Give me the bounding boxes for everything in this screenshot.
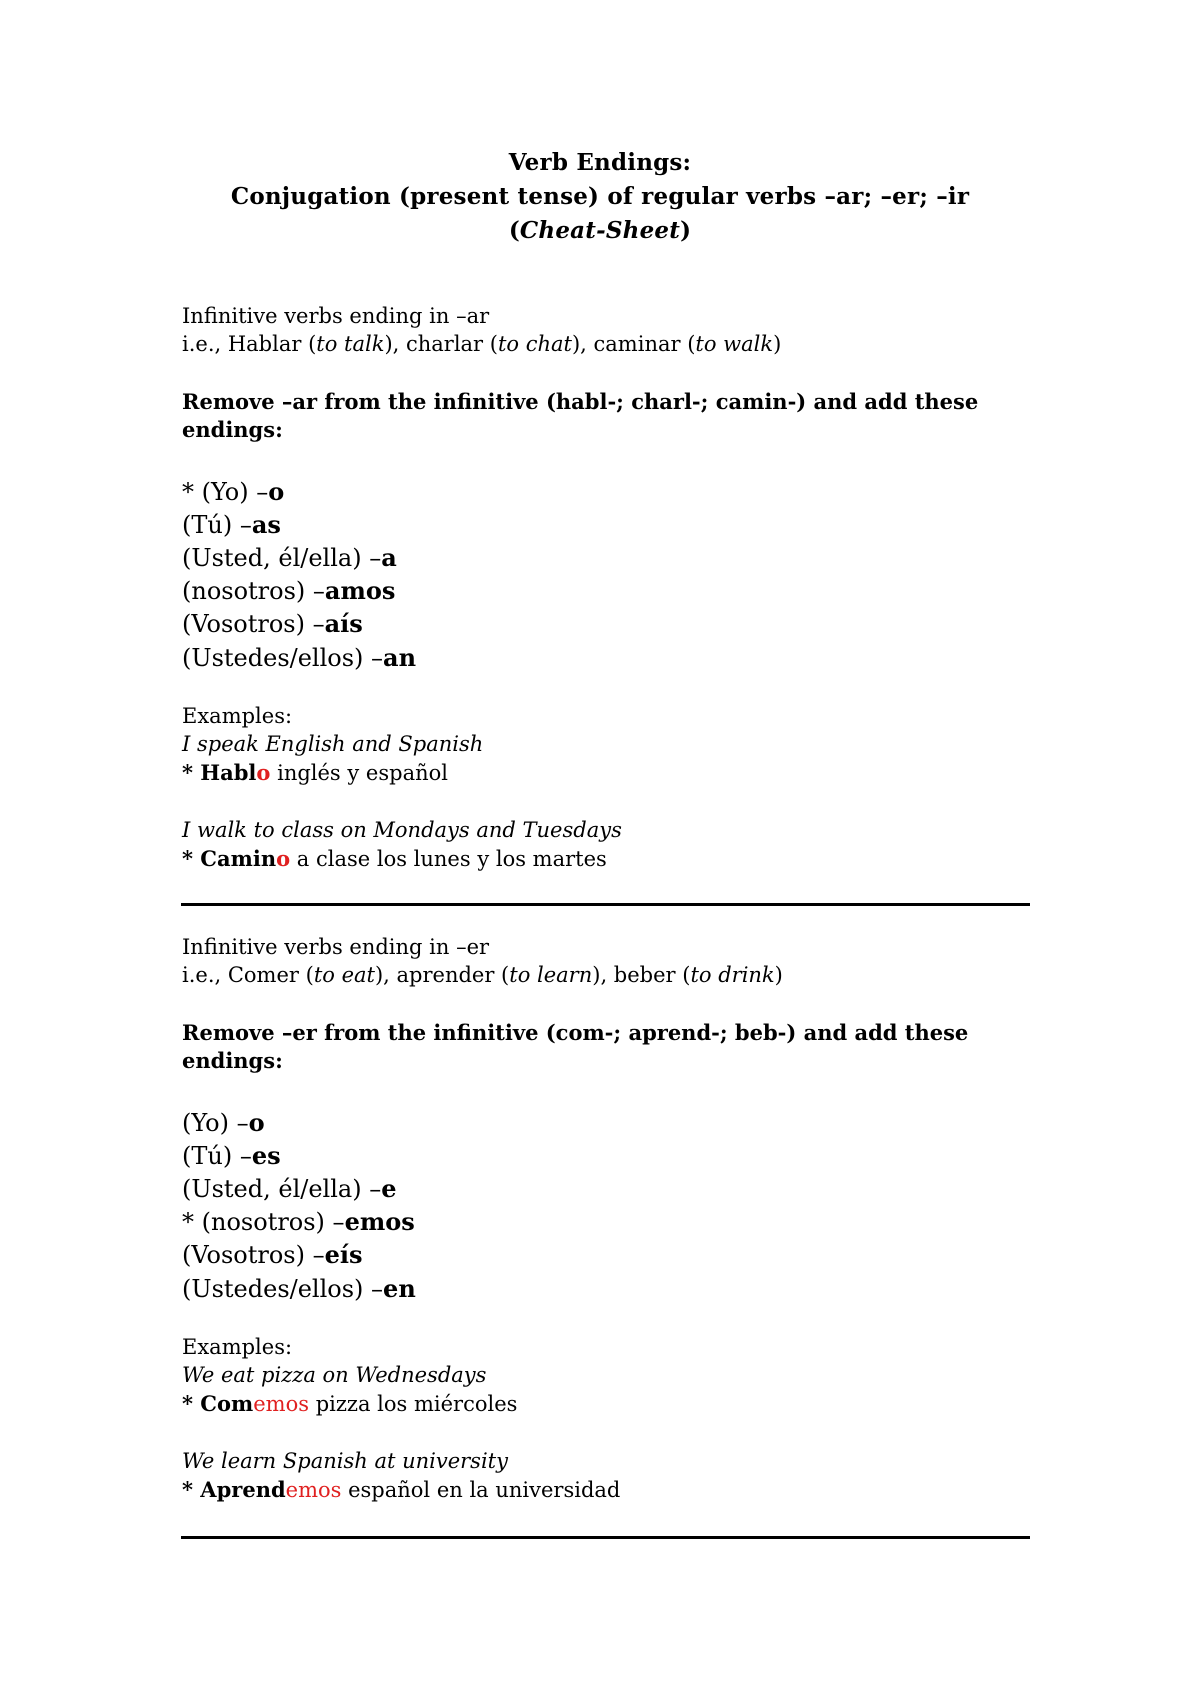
title-line-3: (Cheat-Sheet) bbox=[508, 217, 692, 244]
section-divider bbox=[181, 903, 1030, 906]
example-spanish: * Comemos pizza los miércoles bbox=[182, 1391, 518, 1416]
examples-label: Examples: bbox=[182, 704, 293, 728]
instruction-line-1: Remove –er from the infinitive (com-; aprend-; beb-) and add these bbox=[182, 1020, 969, 1045]
cheat-sheet-label: Cheat-Sheet bbox=[519, 217, 681, 244]
example-english: We learn Spanish at university bbox=[182, 1449, 508, 1473]
example-english: I speak English and Spanish bbox=[182, 732, 484, 756]
document-title bbox=[0, 146, 1200, 248]
section-divider bbox=[181, 1536, 1030, 1539]
examples-label: Examples: bbox=[182, 1335, 293, 1359]
ending-row: (Ustedes/ellos) –an bbox=[182, 643, 417, 672]
ending-row: (nosotros) –amos bbox=[182, 576, 396, 605]
ending-row: (Usted, él/ella) –a bbox=[182, 543, 397, 572]
section-heading: Infinitive verbs ending in –er bbox=[182, 935, 490, 959]
instruction-line-2: endings: bbox=[182, 1048, 283, 1073]
example-english: I walk to class on Mondays and Tuesdays bbox=[182, 818, 622, 842]
section-heading: Infinitive verbs ending in –ar bbox=[182, 304, 490, 328]
ending-row: * (Yo) –o bbox=[182, 477, 285, 506]
ending-row: (Vosotros) –eís bbox=[182, 1240, 363, 1269]
example-infinitives: i.e., Comer (to eat), aprender (to learn), beber (to drink) bbox=[182, 963, 783, 987]
highlighted-ending: emos bbox=[253, 1392, 310, 1416]
title-line-2: Conjugation (present tense) of regular verbs –ar; –er; –ir bbox=[230, 183, 970, 210]
highlighted-ending: o bbox=[276, 846, 291, 871]
ending-row: (Tú) –as bbox=[182, 510, 281, 539]
title-line-1: Verb Endings: bbox=[508, 149, 692, 176]
ending-row: (Tú) –es bbox=[182, 1141, 281, 1170]
example-english: We eat pizza on Wednesdays bbox=[182, 1363, 487, 1387]
ending-row: (Usted, él/ella) –e bbox=[182, 1174, 397, 1203]
example-spanish: * Aprendemos español en la universidad bbox=[182, 1477, 621, 1502]
ending-row: (Yo) –o bbox=[182, 1108, 265, 1137]
example-spanish: * Camino a clase los lunes y los martes bbox=[182, 846, 607, 871]
ending-row: (Ustedes/ellos) –en bbox=[182, 1274, 416, 1303]
instruction-line-1: Remove –ar from the infinitive (habl-; charl-; camin-) and add these bbox=[182, 389, 979, 414]
ending-row: (Vosotros) –aís bbox=[182, 609, 363, 638]
ending-row: * (nosotros) –emos bbox=[182, 1207, 415, 1236]
example-spanish: * Hablo inglés y español bbox=[182, 760, 448, 785]
highlighted-ending: emos bbox=[285, 1478, 342, 1502]
example-infinitives: i.e., Hablar (to talk), charlar (to chat), caminar (to walk) bbox=[182, 332, 782, 356]
instruction-line-2: endings: bbox=[182, 417, 283, 442]
highlighted-ending: o bbox=[256, 760, 271, 785]
